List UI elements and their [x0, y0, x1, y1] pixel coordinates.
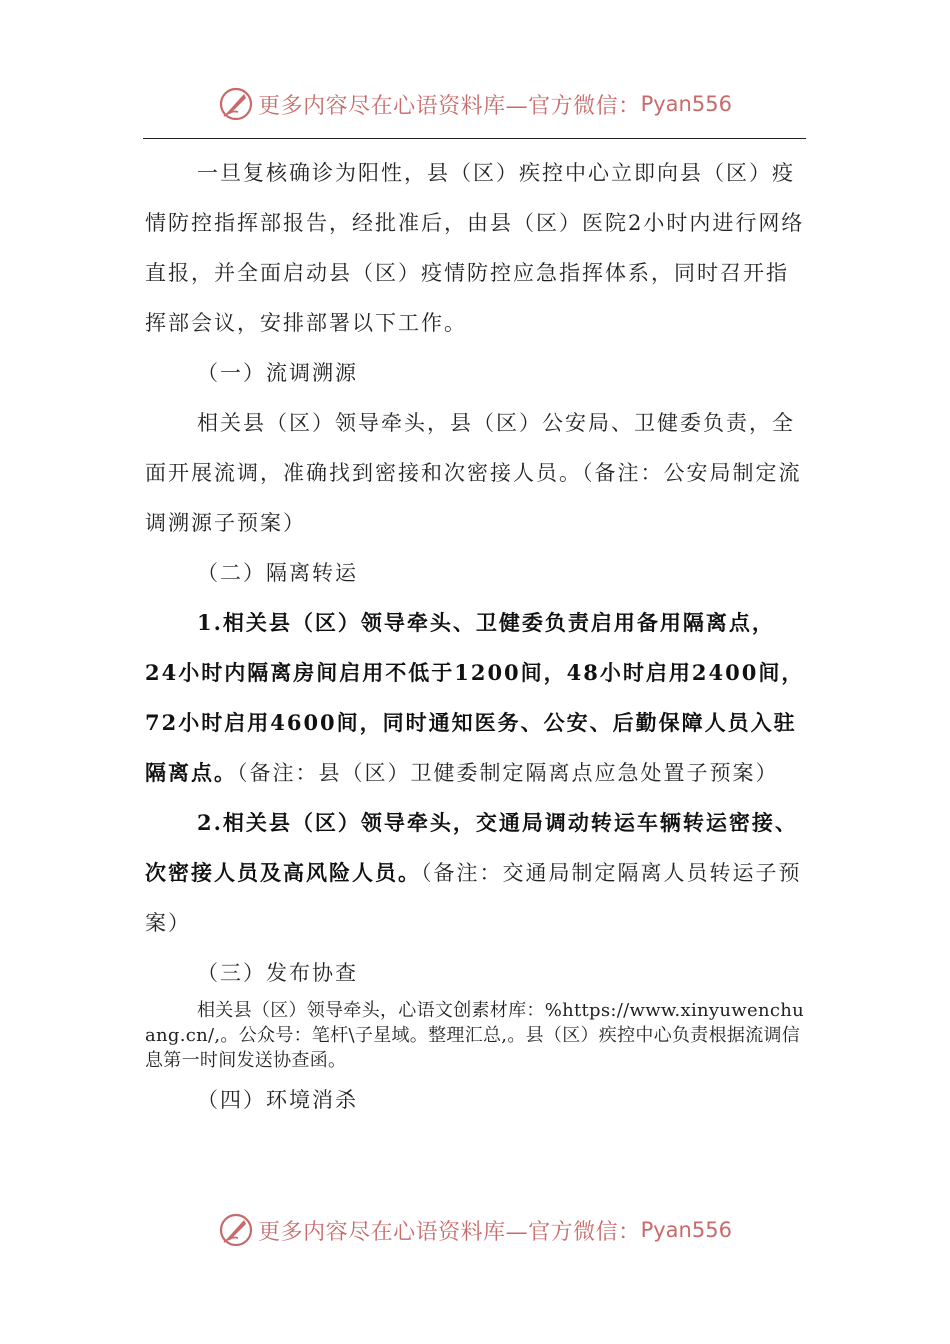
- section-2-item-1: [145, 598, 805, 798]
- item-2-bold: 2.相关县（区）领导牵头，交通局调动转运车辆转运密接、次密接人员及高风险人员。: [145, 810, 798, 885]
- header-divider: [143, 138, 806, 139]
- intro-paragraph: 一旦复核确诊为阳性，县（区）疾控中心立即向县（区）疫情防控指挥部报告，经批准后，由县（区）医院2小时内进行网络直报，并全面启动县（区）疫情防控应急指挥体系，同时召开指挥部会议，安排部署以下工作。: [145, 161, 805, 335]
- section-3-text: 相关县（区）领导牵头，心语文创素材库：%https://www.xinyuwenchuang.cn/,。公众号：笔杆\子星域。整理汇总,。县（区）疾控中心负责根据流调信息第一时间发送协查函。: [145, 1000, 805, 1071]
- section-4-title: （四）环境消杀: [197, 1088, 358, 1112]
- banner-text: 更多内容尽在心语资料库—官方微信：: [258, 1219, 641, 1245]
- section-3-title: （三）发布协查: [197, 961, 358, 985]
- section-1-text: 相关县（区）领导牵头，县（区）公安局、卫健委负责，全面开展流调，准确找到密接和次密接人员。（备注：公安局制定流调溯源子预案）: [145, 411, 802, 535]
- header-banner: [0, 82, 950, 126]
- banner-text: 更多内容尽在心语资料库—官方微信：: [258, 93, 641, 119]
- item-1-note: （备注：县（区）卫健委制定隔离点应急处置子预案）: [237, 761, 779, 785]
- banner-wechat-id: Pyan556: [640, 92, 732, 116]
- item-1-bold: 1.相关县（区）领导牵头、卫健委负责启用备用隔离点，24小时内隔离房间启用不低于1200间，48小时启用2400间，72小时启用4600间，同时通知医务、公安、后勤保障人员入驻隔离点。: [145, 610, 805, 785]
- quill-logo-icon: [218, 1212, 254, 1248]
- section-2-item-2: [145, 798, 805, 948]
- banner-wechat-id: Pyan556: [640, 1218, 732, 1242]
- item-2-note: （备注：交通局制定隔离人员转运子预案）: [145, 861, 802, 935]
- footer-banner: [0, 1208, 950, 1252]
- document-body: [145, 148, 805, 1115]
- section-1-title: （一）流调溯源: [197, 361, 358, 385]
- section-2-title: （二）隔离转运: [197, 561, 358, 585]
- quill-logo-icon: [218, 86, 254, 122]
